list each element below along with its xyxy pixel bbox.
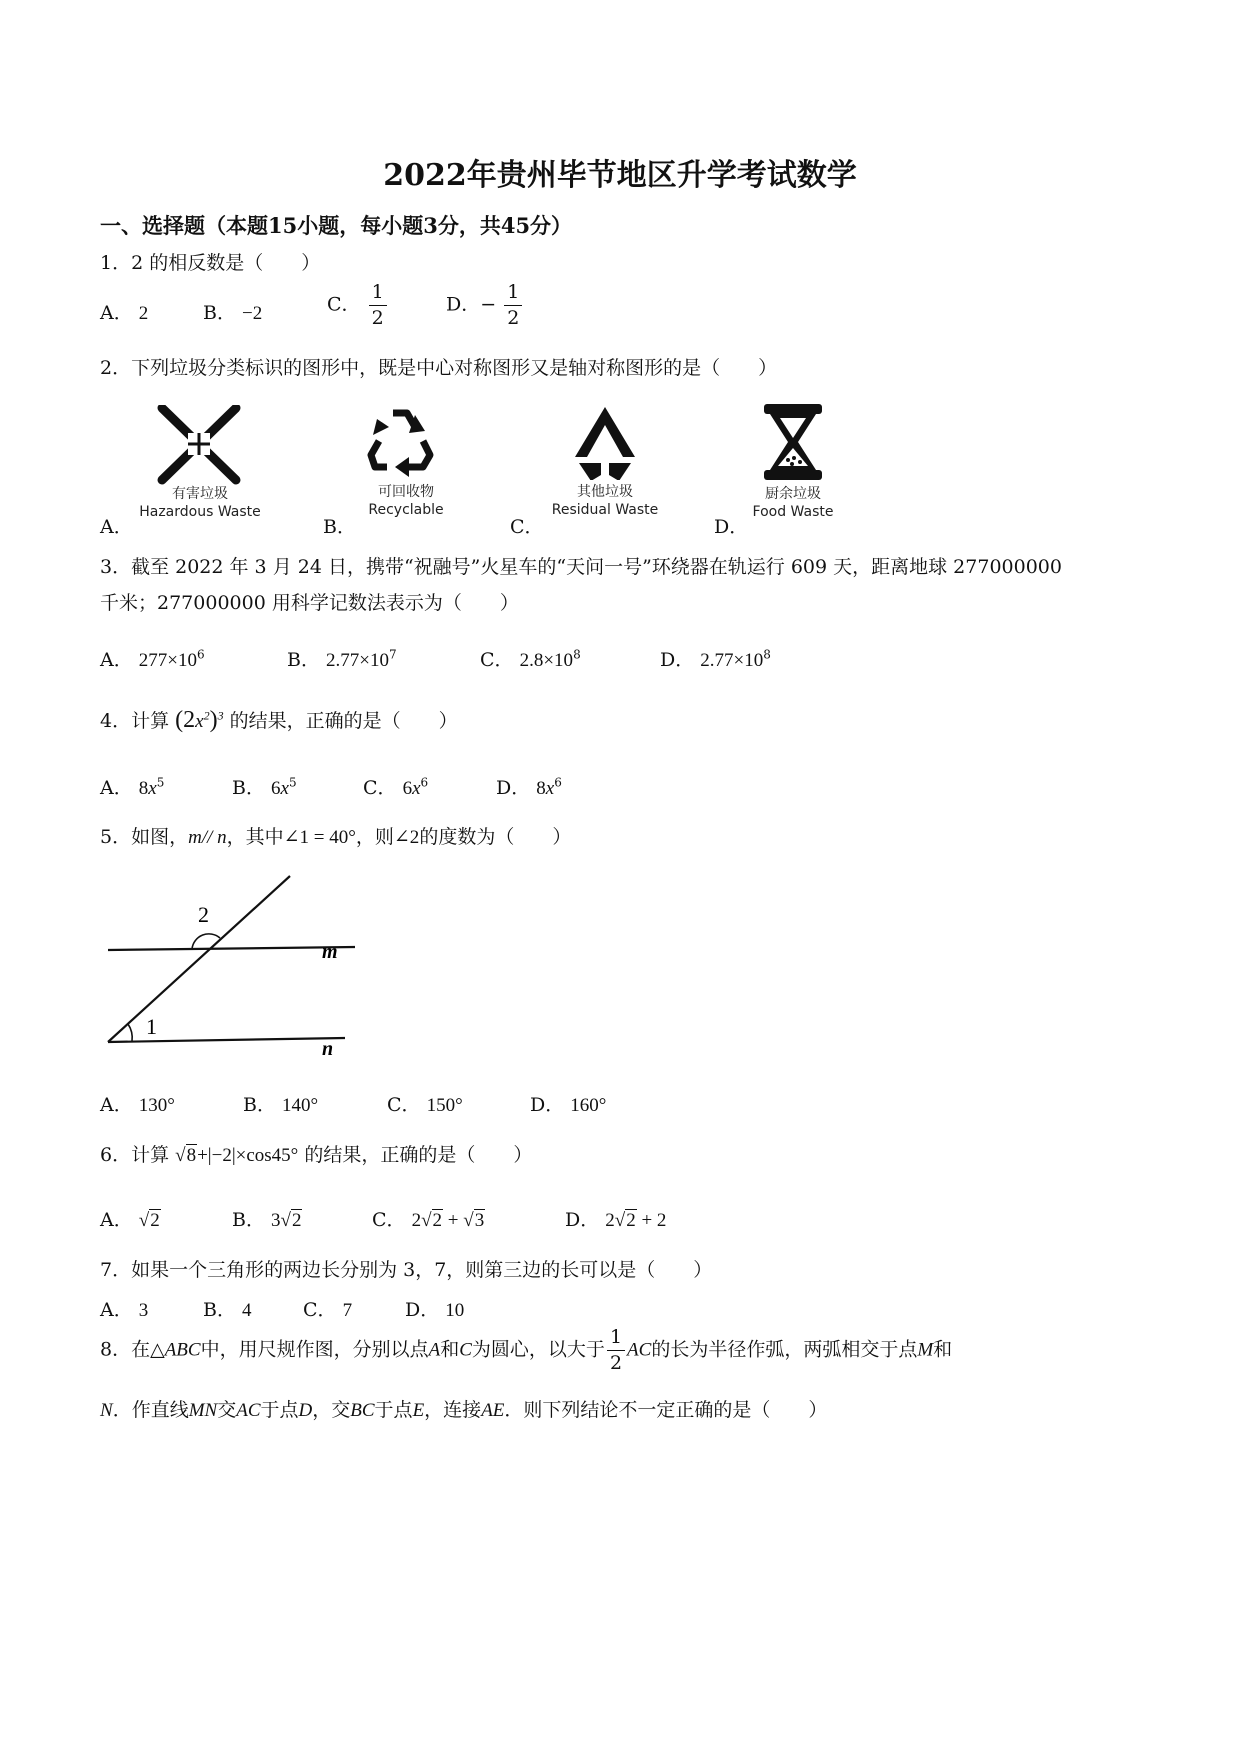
- q4-option-c[interactable]: C． $6x^6$: [363, 775, 429, 799]
- page-title: 2022年贵州毕节地区升学考试数学: [383, 158, 857, 193]
- angle-1-label: 1: [146, 1014, 157, 1039]
- residual-waste-icon: [565, 405, 645, 480]
- q6-option-c[interactable]: C． 2√2 + √3: [372, 1209, 485, 1231]
- food-waste-icon: [758, 402, 828, 482]
- line-n-label: n: [322, 1038, 334, 1060]
- question-8-line-2: N．作直线MN交AC于点D，交BC于点E，连接AE．则下列结论不一定正确的是（ ）: [100, 1399, 828, 1421]
- residual-caption: 其他垃圾 Residual Waste: [551, 484, 659, 518]
- recyclable-caption: 可回收物 Recyclable: [368, 484, 444, 518]
- section-heading: 一、选择题（本题15小题，每小题3分，共45分）: [100, 213, 573, 238]
- fraction: $\frac{1}{2}$: [369, 283, 387, 328]
- q4-option-d[interactable]: D． $8x^6$: [496, 775, 562, 799]
- fraction: $\frac{1}{2}$: [607, 1328, 625, 1373]
- q2-option-b-label[interactable]: B．: [323, 516, 356, 538]
- q6-option-a[interactable]: A． √2: [100, 1209, 160, 1231]
- q6-option-d[interactable]: D． 2√2 + 2: [565, 1209, 667, 1231]
- question-8-line-1: 8．在△ABC中，用尺规作图，分别以点A和C为圆心，以大于 $\frac{1}{2}$ AC的长为半径作弧，两弧相交于点M和: [100, 1326, 953, 1374]
- hazardous-waste-icon: [150, 405, 250, 485]
- q2-option-d-label[interactable]: D．: [714, 516, 749, 538]
- fraction: $\frac{1}{2}$: [504, 283, 522, 328]
- food-caption: 厨余垃圾 Food Waste: [752, 486, 834, 520]
- recyclable-icon: [363, 405, 443, 480]
- math-expression: $(2x^2)^3$: [175, 707, 224, 733]
- question-7-stem: 7．如果一个三角形的两边长分别为 3，7，则第三边的长可以是（ ）: [100, 1259, 713, 1281]
- question-5-stem: 5．如图，m// n，其中∠1 = 40°，则∠2的度数为（ ）: [100, 826, 572, 848]
- question-2-stem: 2．下列垃圾分类标识的图形中，既是中心对称图形又是轴对称图形的是（ ）: [100, 357, 778, 379]
- q1-option-d[interactable]: D．− $\frac{1}{2}$: [446, 283, 524, 328]
- q3-option-a[interactable]: A． $277\times 10^6$: [100, 647, 205, 671]
- math-expression: √8+|−2|×cos45°: [175, 1145, 299, 1166]
- q7-option-b[interactable]: B． 4: [203, 1299, 252, 1321]
- q6-option-b[interactable]: B． 3√2: [232, 1209, 302, 1231]
- line-m-label: m: [322, 941, 338, 963]
- q3-option-b[interactable]: B． $2.77\times 10^7$: [287, 647, 397, 671]
- hazardous-caption: 有害垃圾 Hazardous Waste: [139, 486, 261, 520]
- question-1-stem: 1．2 的相反数是（ ）: [100, 252, 321, 274]
- q5-option-a[interactable]: A． 130°: [100, 1094, 175, 1116]
- parallel-lines-figure: [100, 870, 380, 1060]
- q3-option-c[interactable]: C． $2.8\times 10^8$: [480, 647, 581, 671]
- q7-option-d[interactable]: D． 10: [405, 1299, 465, 1321]
- q5-option-b[interactable]: B． 140°: [243, 1094, 319, 1116]
- transversal: [108, 876, 290, 1042]
- angle-2-label: 2: [198, 902, 209, 927]
- angle-2-arc: [192, 934, 220, 949]
- q4-option-a[interactable]: A． $8x^5$: [100, 775, 165, 799]
- question-4-stem: 4．计算 $(2x^2)^3$ 的结果，正确的是（ ）: [100, 707, 458, 733]
- question-6-stem: 6．计算 √8+|−2|×cos45° 的结果，正确的是（ ）: [100, 1144, 533, 1166]
- question-3-line-1: 3．截至 2022 年 3 月 24 日，携带“祝融号”火星车的“天问一号”环绕器在轨运行 609 天，距离地球 277000000: [100, 556, 1062, 578]
- q4-option-b[interactable]: B． $6x^5$: [232, 775, 297, 799]
- q1-option-c[interactable]: C． $\frac{1}{2}$: [327, 283, 389, 328]
- line-n: [108, 1038, 345, 1042]
- q2-option-a-label[interactable]: A．: [100, 516, 133, 538]
- q1-option-b[interactable]: B． −2: [203, 302, 263, 324]
- line-m: [108, 947, 355, 950]
- question-3-line-2: 千米；277000000 用科学记数法表示为（ ）: [100, 592, 519, 614]
- q7-option-a[interactable]: A． 3: [100, 1299, 149, 1321]
- q3-option-d[interactable]: D． $2.77\times 10^8$: [660, 647, 771, 671]
- q2-option-c-label[interactable]: C．: [510, 516, 544, 538]
- q7-option-c[interactable]: C． 7: [303, 1299, 353, 1321]
- q5-option-c[interactable]: C． 150°: [387, 1094, 463, 1116]
- angle-1-arc: [128, 1024, 132, 1041]
- q1-option-a[interactable]: A． 2: [100, 302, 149, 324]
- q5-option-d[interactable]: D． 160°: [530, 1094, 607, 1116]
